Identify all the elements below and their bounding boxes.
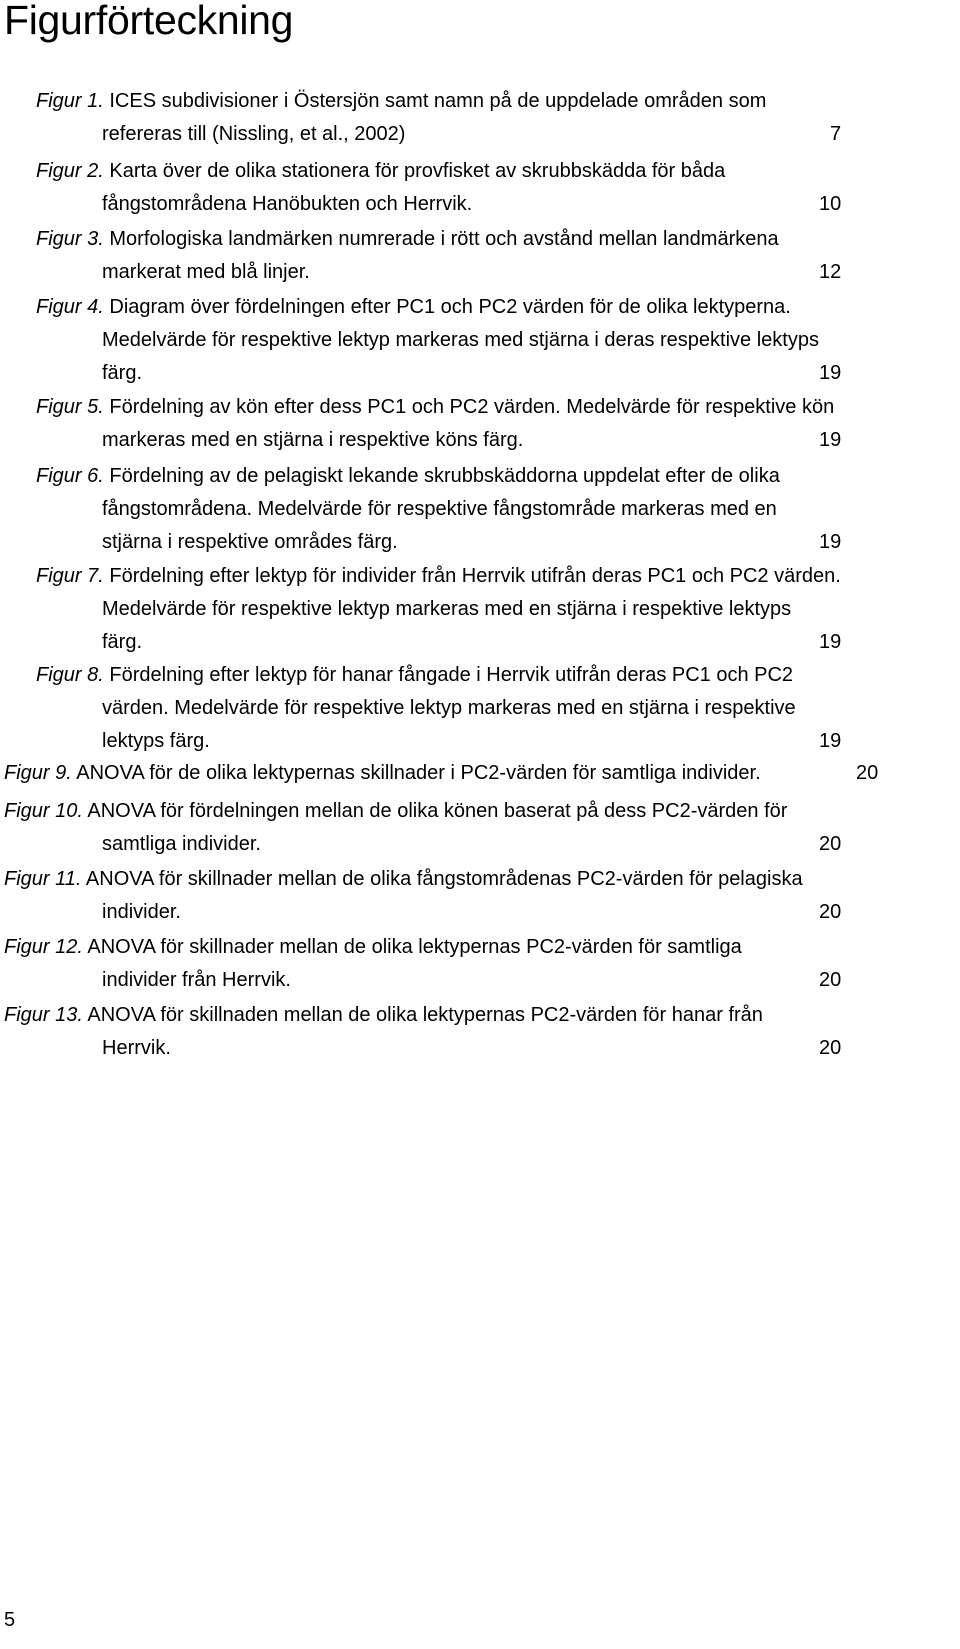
- entry-line: [36, 324, 942, 357]
- entry-line: [36, 291, 942, 324]
- figure-entry: [36, 391, 942, 457]
- entry-page-number: 19: [819, 429, 842, 451]
- entry-line: [36, 493, 942, 526]
- entry-text: Medelvärde för respektive lektyp markeras med en stjärna i respektive lektyps: [102, 598, 792, 620]
- entry-text: markeras med en stjärna i respektive köns färg.: [102, 429, 524, 451]
- figure-entry: [4, 757, 910, 790]
- entry-line: [4, 757, 910, 790]
- figure-entry: [4, 863, 910, 929]
- entry-line: [4, 931, 910, 964]
- entry-text: fångstområdena Hanöbukten och Herrvik.: [102, 193, 473, 215]
- figure-label: Figur 8.: [36, 664, 104, 686]
- entry-page-number: 19: [819, 362, 842, 384]
- entry-text: refereras till (Nissling, et al., 2002): [102, 123, 406, 145]
- entry-text: Morfologiska landmärken numrerade i rött och avstånd mellan landmärkena: [109, 228, 779, 250]
- entry-text: Karta över de olika stationera för provfisket av skrubbskädda för båda: [109, 160, 726, 182]
- entry-line: [36, 460, 942, 493]
- entry-text: Diagram över fördelningen efter PC1 och PC2 värden för de olika lektyperna.: [109, 296, 791, 318]
- entry-text: samtliga individer.: [102, 833, 261, 855]
- entry-line: [36, 223, 942, 256]
- figure-entry: [36, 223, 942, 289]
- entry-line: [4, 828, 910, 861]
- entry-line: [36, 725, 942, 758]
- entry-text: färg.: [102, 362, 143, 384]
- figure-entry: [4, 931, 910, 997]
- figure-entry: [36, 659, 942, 758]
- figure-entry: [36, 560, 942, 659]
- entry-text: individer från Herrvik.: [102, 969, 291, 991]
- figure-entry: [4, 795, 910, 861]
- entry-text: fångstområdena. Medelvärde för respektive fångstområde markeras med en: [102, 498, 777, 520]
- entry-line: [36, 659, 942, 692]
- entry-line: [36, 256, 942, 289]
- figure-label: Figur 7.: [36, 565, 104, 587]
- figure-label: Figur 1.: [36, 90, 104, 112]
- entry-text: lektyps färg.: [102, 730, 210, 752]
- entry-text: ICES subdivisioner i Östersjön samt namn på de uppdelade områden som: [109, 90, 767, 112]
- entry-line: [4, 795, 910, 828]
- entry-line: [36, 560, 942, 593]
- entry-text: markerat med blå linjer.: [102, 261, 310, 283]
- entry-line: [36, 424, 942, 457]
- page-title: Figurförteckning: [4, 0, 294, 43]
- figure-label: Figur 6.: [36, 465, 104, 487]
- figure-label: Figur 3.: [36, 228, 104, 250]
- entry-page-number: 20: [819, 901, 842, 923]
- entry-page-number: 20: [819, 969, 842, 991]
- entry-line: [36, 593, 942, 626]
- entry-page-number: 10: [819, 193, 842, 215]
- entry-line: [36, 692, 942, 725]
- entry-page-number: 19: [819, 531, 842, 553]
- entry-line: [36, 188, 942, 221]
- entry-text: Fördelning av kön efter dess PC1 och PC2 värden. Medelvärde för respektive kön: [109, 396, 835, 418]
- entry-line: [4, 1032, 910, 1065]
- entry-text: ANOVA för fördelningen mellan de olika könen baserat på dess PC2-värden för: [87, 800, 788, 822]
- entry-text: individer.: [102, 901, 181, 923]
- figure-entry: [36, 85, 942, 151]
- entry-line: [36, 626, 942, 659]
- entry-page-number: 20: [819, 1037, 842, 1059]
- figure-entry: [36, 291, 942, 390]
- entry-text: ANOVA för skillnader mellan de olika fångstområdenas PC2-värden för pelagiska: [85, 868, 803, 890]
- entry-line: [36, 357, 942, 390]
- entry-line: [36, 391, 942, 424]
- entry-line: [36, 85, 942, 118]
- entry-line: [36, 526, 942, 559]
- entry-line: [4, 999, 910, 1032]
- entry-line: [4, 896, 910, 929]
- entry-text: stjärna i respektive områdes färg.: [102, 531, 398, 553]
- figure-label: Figur 10.: [4, 800, 83, 822]
- figure-label: Figur 5.: [36, 396, 104, 418]
- figure-label: Figur 13.: [4, 1004, 83, 1026]
- entry-page-number: 7: [830, 123, 842, 145]
- entry-text: värden. Medelvärde för respektive lektyp markeras med en stjärna i respektive: [102, 697, 796, 719]
- figure-entry: [4, 999, 910, 1065]
- entry-text: färg.: [102, 631, 143, 653]
- entry-line: [36, 155, 942, 188]
- figure-label: Figur 2.: [36, 160, 104, 182]
- entry-text: Fördelning efter lektyp för individer från Herrvik utifrån deras PC1 och PC2 värden.: [109, 565, 841, 587]
- entry-line: [4, 863, 910, 896]
- figure-label: Figur 4.: [36, 296, 104, 318]
- entry-text: Fördelning av de pelagiskt lekande skrubbskäddorna uppdelat efter de olika: [109, 465, 780, 487]
- entry-text: Medelvärde för respektive lektyp markeras med stjärna i deras respektive lektyps: [102, 329, 819, 351]
- entry-text: Fördelning efter lektyp för hanar fångade i Herrvik utifrån deras PC1 och PC2: [109, 664, 794, 686]
- figure-label: Figur 11.: [4, 868, 82, 890]
- entry-page-number: 12: [819, 261, 842, 283]
- entry-page-number: 19: [819, 730, 842, 752]
- entry-text: Herrvik.: [102, 1037, 171, 1059]
- figure-label: Figur 9.: [4, 762, 72, 784]
- entry-text: ANOVA för skillnader mellan de olika lektypernas PC2-värden för samtliga: [87, 936, 742, 958]
- entry-page-number: 20: [856, 762, 879, 784]
- figure-label: Figur 12.: [4, 936, 83, 958]
- entry-line: [4, 964, 910, 997]
- entry-page-number: 19: [819, 631, 842, 653]
- page-number: 5: [4, 1609, 16, 1631]
- entry-text: ANOVA för de olika lektypernas skillnader i PC2-värden för samtliga individer.: [76, 762, 761, 784]
- figure-entry: [36, 460, 942, 559]
- entry-page-number: 20: [819, 833, 842, 855]
- entry-text: ANOVA för skillnaden mellan de olika lektypernas PC2-värden för hanar från: [87, 1004, 763, 1026]
- entry-line: [36, 118, 942, 151]
- figure-entry: [36, 155, 942, 221]
